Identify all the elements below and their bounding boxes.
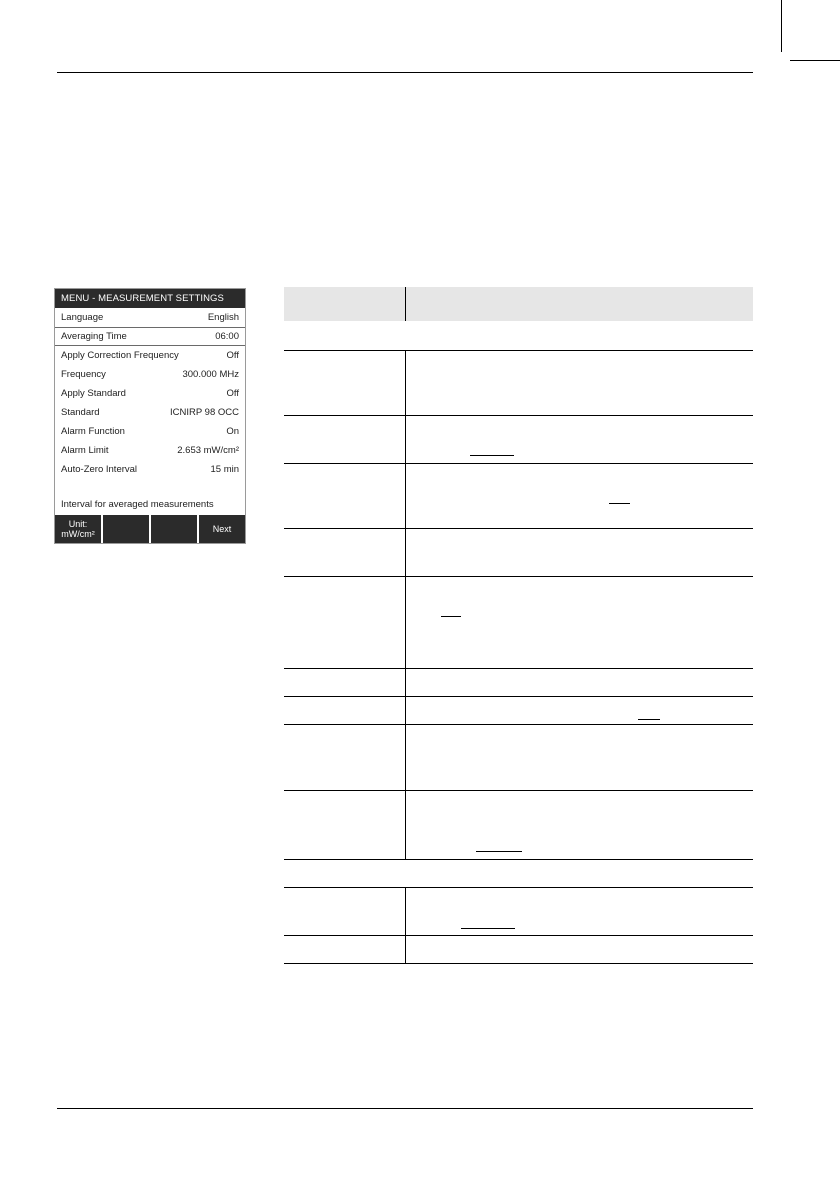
table-row-divider (284, 859, 753, 860)
menu-item-frequency[interactable] (55, 365, 245, 384)
menu-item-alarm-limit[interactable] (55, 441, 245, 460)
menu-item-label: Averaging Time (61, 331, 127, 342)
device-screen (54, 288, 246, 544)
softkey-bar (55, 515, 245, 543)
table-row-divider (284, 724, 753, 725)
menu-item-value: 06:00 (215, 331, 239, 342)
menu-item-value: On (226, 426, 239, 437)
menu-item-label: Auto-Zero Interval (61, 464, 138, 475)
menu-item-label: Apply Standard (61, 388, 126, 399)
table-row-divider (284, 668, 753, 669)
menu-item-auto-zero-interval[interactable] (55, 460, 245, 479)
header-rule (57, 72, 753, 73)
softkey-3[interactable] (151, 515, 197, 543)
crop-mark-vertical (781, 0, 782, 52)
menu-item-language[interactable] (55, 308, 245, 327)
underline-mark (461, 928, 515, 929)
softkey-2[interactable] (103, 515, 149, 543)
table-row-divider (284, 576, 753, 577)
table-row-divider (284, 696, 753, 697)
crop-mark-horizontal (790, 60, 840, 61)
table-row-divider (284, 350, 753, 351)
menu-item-value: Off (226, 350, 239, 361)
underline-mark (476, 851, 522, 852)
menu-item-label: Alarm Function (61, 426, 125, 437)
menu-item-value: 2.653 mW/cm² (177, 445, 239, 456)
menu-item-value: 15 min (210, 464, 239, 475)
underline-mark (638, 719, 660, 720)
menu-item-alarm-function[interactable] (55, 422, 245, 441)
softkey-label: mW/cm² (61, 529, 95, 539)
menu-title: MENU - MEASUREMENT SETTINGS (55, 289, 245, 308)
table-row-divider (284, 463, 753, 464)
underline-mark (470, 455, 514, 456)
menu-item-label: Alarm Limit (61, 445, 109, 456)
menu-item-value: English (207, 312, 239, 323)
column-divider (405, 350, 406, 859)
table-row-divider (284, 963, 753, 964)
menu-item-label: Language (61, 312, 104, 323)
column-divider (405, 287, 406, 321)
table-row-divider (284, 935, 753, 936)
table-row-divider (284, 415, 753, 416)
underline-mark (441, 616, 461, 617)
menu-item-value: Off (226, 388, 239, 399)
table-row-divider (284, 528, 753, 529)
menu-item-value: ICNIRP 98 OCC (170, 407, 239, 418)
softkey-label: Unit: (68, 519, 88, 529)
footer-rule (57, 1108, 753, 1109)
next-softkey[interactable]: Next (199, 515, 245, 543)
table-row-divider (284, 790, 753, 791)
table-header (284, 287, 753, 321)
menu-item-averaging-time[interactable] (55, 327, 245, 346)
menu-item-apply-correction-frequency[interactable] (55, 346, 245, 365)
menu-item-value: 300.000 MHz (182, 369, 239, 380)
table-row-divider (284, 887, 753, 888)
menu-item-label: Standard (61, 407, 100, 418)
menu-item-label: Apply Correction Frequency (61, 350, 179, 361)
menu-item-apply-standard[interactable] (55, 384, 245, 403)
menu-item-standard[interactable] (55, 403, 245, 422)
column-divider (405, 887, 406, 963)
menu-item-label: Frequency (61, 369, 106, 380)
unit-softkey[interactable] (55, 515, 101, 543)
underline-mark (609, 503, 630, 504)
status-text: Interval for averaged measurements (61, 499, 214, 510)
